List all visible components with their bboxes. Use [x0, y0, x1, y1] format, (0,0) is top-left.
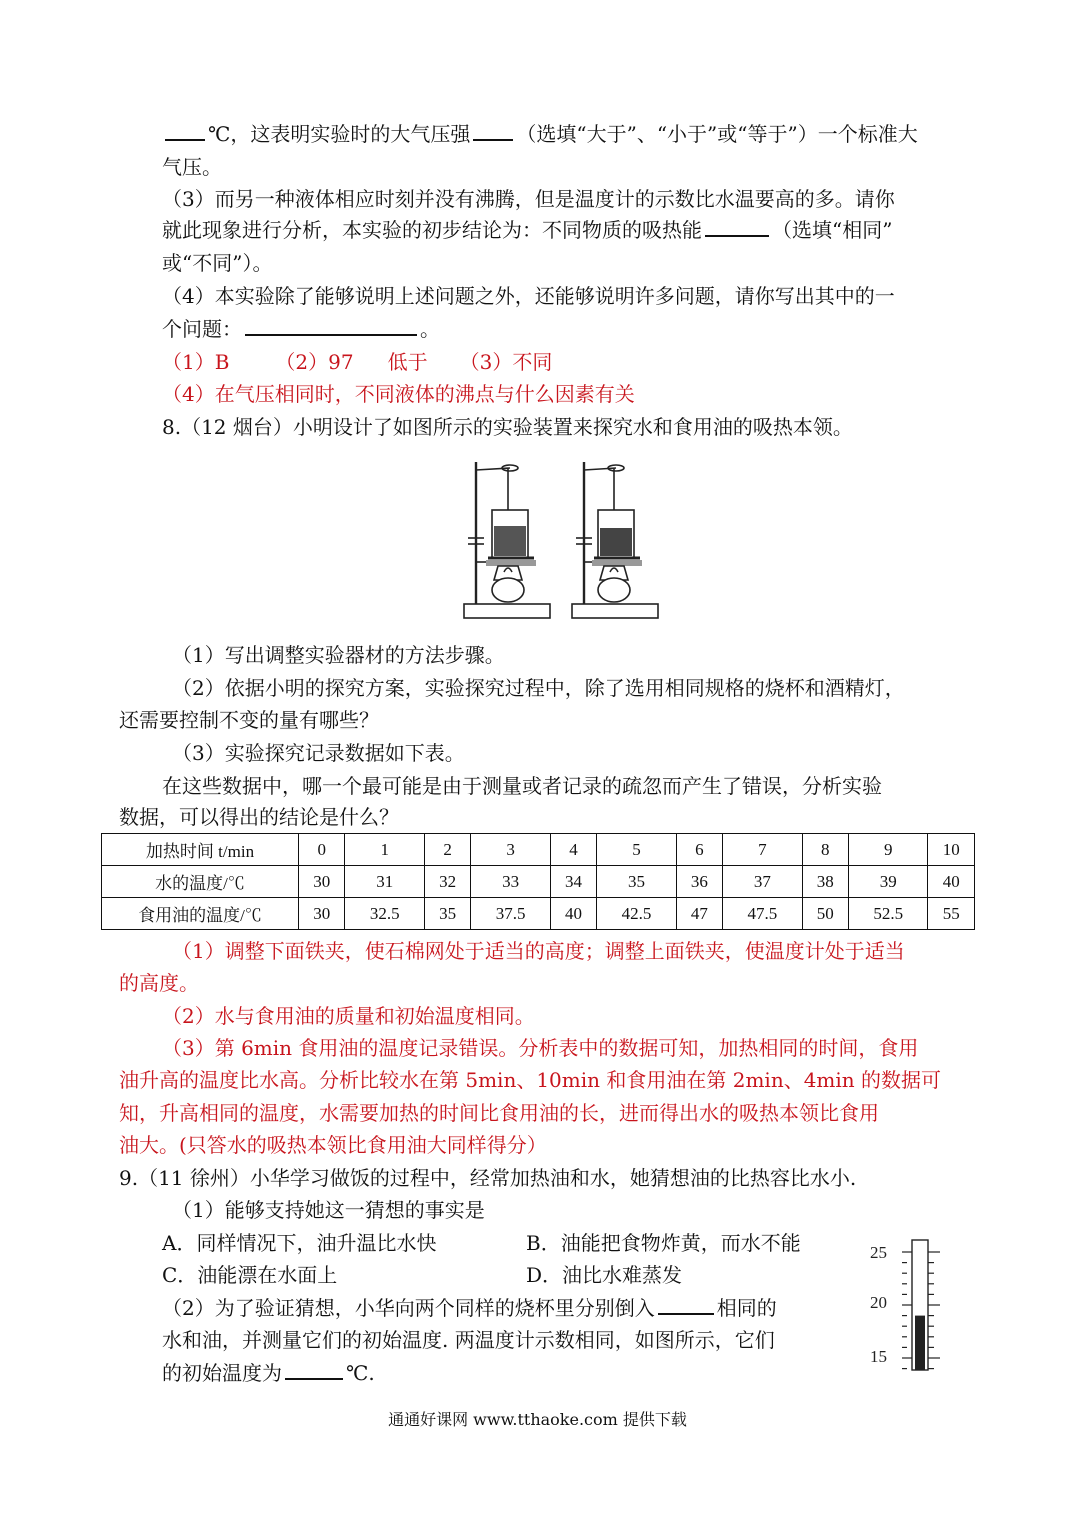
table-cell: 4: [550, 834, 596, 866]
q7-line-2: 气压。: [162, 155, 222, 179]
table-cell: 40: [550, 898, 596, 930]
q8-ans1b: 的高度。: [119, 971, 199, 995]
table-cell: 5: [597, 834, 676, 866]
q9-option-b[interactable]: B．油能把食物炸黄，而水不能: [526, 1231, 801, 1255]
table-cell: 32.5: [345, 898, 424, 930]
q8-ans3c: 知，升高相同的温度，水需要加热的时间比食用油的长，进而得出水的吸热本领比食用: [119, 1101, 879, 1125]
table-cell: 7: [723, 834, 802, 866]
q9-s2a: （2）为了验证猜想，小华向两个同样的烧杯里分别倒入 相同的: [162, 1296, 777, 1320]
answer-blank[interactable]: [165, 121, 205, 141]
q7-line-7: 个问题： 。: [162, 317, 440, 341]
q7-answer-4: （4）在气压相同时，不同液体的沸点与什么因素有关: [162, 382, 635, 406]
q7-line-3: （3）而另一种液体相应时刻并没有沸腾，但是温度计的示数比水温要高的多。请你: [162, 187, 895, 211]
q8-s3: （3）实验探究记录数据如下表。: [172, 741, 465, 765]
page-footer: 通通好课网 www.tthaoke.com 提供下载: [388, 1410, 687, 1429]
q7-line-5: 或“不同”）。: [162, 251, 273, 275]
table-cell: 6: [676, 834, 722, 866]
table-cell: 40: [928, 866, 975, 898]
table-cell: 10: [928, 834, 975, 866]
thermo-label-15: 15: [870, 1347, 887, 1366]
answer-blank[interactable]: [658, 1295, 714, 1315]
q8-ans3b: 油升高的温度比水高。分析比较水在第 5min、10min 和食用油在第 2min、4min 的数据可: [119, 1068, 942, 1092]
table-cell: 55: [928, 898, 975, 930]
thermometer-figure: [866, 1236, 950, 1376]
table-cell: 38: [802, 866, 848, 898]
q8-stem: 8.（12 烟台）小明设计了如图所示的实验装置来探究水和食用油的吸热本领。: [162, 415, 853, 439]
table-cell: 36: [676, 866, 722, 898]
q7-answer-row-1: （1）B （2）97 低于 （3）不同: [162, 350, 553, 374]
q8-s4b: 数据，可以得出的结论是什么？: [119, 805, 399, 829]
table-cell: 52.5: [849, 898, 928, 930]
table-cell: 1: [345, 834, 424, 866]
table-cell: 32: [424, 866, 470, 898]
q9-stem: 9.（11 徐州）小华学习做饭的过程中，经常加热油和水，她猜想油的比热容比水小.: [119, 1166, 857, 1190]
table-cell: 30: [299, 898, 345, 930]
q8-s2b: 还需要控制不变的量有哪些？: [119, 708, 379, 732]
table-row: [102, 866, 975, 898]
q9-option-d[interactable]: D．油比水难蒸发: [526, 1263, 683, 1287]
q8-ans3d: 油大。(只答水的吸热本领比食用油大同样得分）: [119, 1133, 547, 1157]
table-cell: 35: [597, 866, 676, 898]
q8-s4a: 在这些数据中，哪一个最可能是由于测量或者记录的疏忽而产生了错误，分析实验: [162, 774, 882, 798]
thermo-mercury-column: [915, 1316, 925, 1370]
row-label: 水的温度/℃: [102, 866, 299, 898]
q9-s2b: 水和油，并测量它们的初始温度. 两温度计示数相同，如图所示，它们: [162, 1328, 775, 1352]
answer-blank[interactable]: [705, 217, 769, 237]
table-cell: 35: [424, 898, 470, 930]
table-cell: 37: [723, 866, 802, 898]
table-cell: 2: [424, 834, 470, 866]
q8-s2a: （2）依据小明的探究方案，实验探究过程中，除了选用相同规格的烧杯和酒精灯，: [172, 676, 905, 700]
table-cell: 47.5: [723, 898, 802, 930]
table-cell: 8: [802, 834, 848, 866]
q9-option-c[interactable]: C．油能漂在水面上: [162, 1263, 338, 1287]
table-row: [102, 834, 975, 866]
table-cell: 3: [471, 834, 550, 866]
table-cell: 47: [676, 898, 722, 930]
row-label: 加热时间 t/min: [102, 834, 299, 866]
table-cell: 39: [849, 866, 928, 898]
table-cell: 37.5: [471, 898, 550, 930]
answer-blank[interactable]: [473, 121, 513, 141]
thermo-label-20: 20: [870, 1293, 887, 1312]
table-row: [102, 898, 975, 930]
table-cell: 30: [299, 866, 345, 898]
thermo-label-25: 25: [870, 1243, 887, 1262]
row-label: 食用油的温度/℃: [102, 898, 299, 930]
table-cell: 50: [802, 898, 848, 930]
q9-option-a[interactable]: A．同样情况下，油升温比水快: [162, 1231, 437, 1255]
answer-blank[interactable]: [245, 316, 417, 336]
table-cell: 42.5: [597, 898, 676, 930]
apparatus-figure: [458, 456, 668, 626]
q8-s1: （1）写出调整实验器材的方法步骤。: [172, 643, 505, 667]
q7-line-6: （4）本实验除了能够说明上述问题之外，还能够说明许多问题，请你写出其中的一: [162, 284, 895, 308]
answer-blank[interactable]: [285, 1360, 343, 1380]
table-cell: 9: [849, 834, 928, 866]
table-cell: 31: [345, 866, 424, 898]
q8-ans3a: （3）第 6min 食用油的温度记录错误。分析表中的数据可知，加热相同的时间，食用: [162, 1036, 919, 1060]
q8-ans2: （2）水与食用油的质量和初始温度相同。: [162, 1004, 535, 1028]
q7-line-4: 就此现象进行分析，本实验的初步结论为：不同物质的吸热能 （选填“相同”: [162, 218, 893, 242]
q7-line-1: ℃，这表明实验时的大气压强 （选填“大于”、“小于”或“等于”）一个标准大: [162, 119, 918, 149]
table-cell: 0: [299, 834, 345, 866]
q9-s2c: 的初始温度为 ℃.: [162, 1361, 375, 1385]
table-cell: 33: [471, 866, 550, 898]
q8-ans1a: （1）调整下面铁夹，使石棉网处于适当的高度；调整上面铁夹，使温度计处于适当: [172, 939, 905, 963]
data-table: [101, 833, 975, 930]
table-cell: 34: [550, 866, 596, 898]
q9-s1: （1）能够支持她这一猜想的事实是: [172, 1198, 485, 1222]
